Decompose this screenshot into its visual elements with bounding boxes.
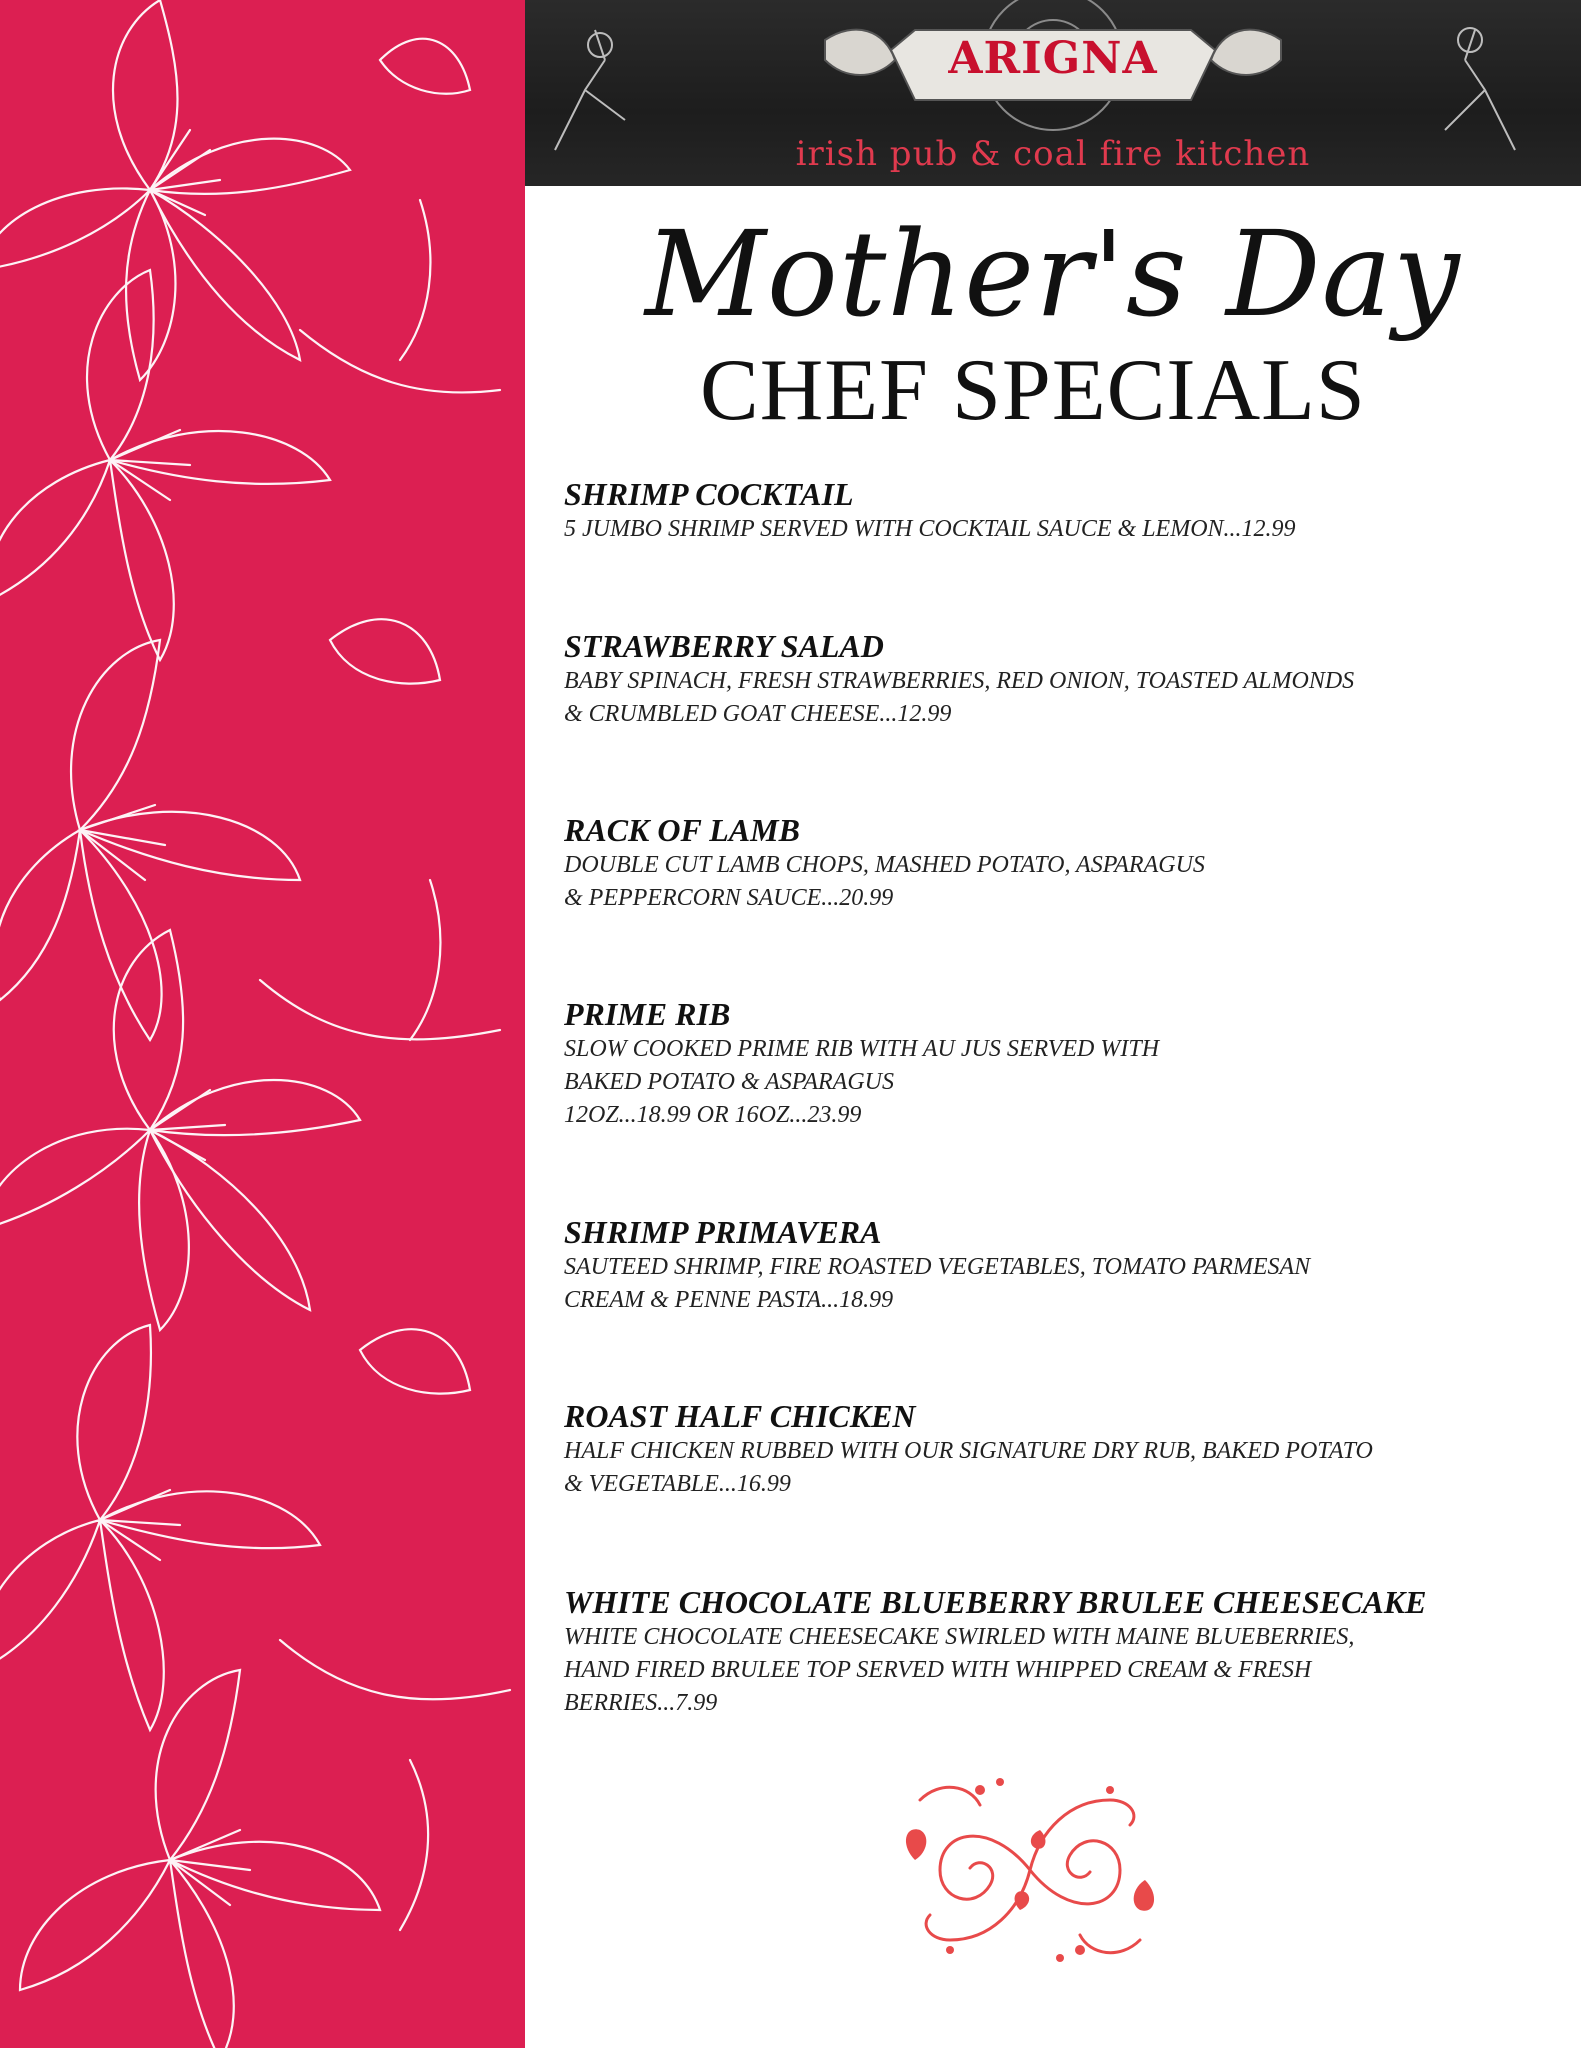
menu-item (564, 1213, 1554, 1317)
menu-item-name: SHRIMP COCKTAIL (564, 476, 854, 512)
title-mothers-day: Mother's Day (645, 205, 1461, 343)
menu-item-desc: HALF CHICKEN RUBBED WITH OUR SIGNATURE DRY RUB, BAKED POTATO (564, 1438, 1373, 1464)
menu-item-name: RACK OF LAMB (564, 812, 800, 848)
menu-item-desc: & VEGETABLE...16.99 (564, 1471, 791, 1497)
menu-item (564, 811, 1554, 915)
menu-item (564, 995, 1554, 1132)
menu-item-name: WHITE CHOCOLATE BLUEBERRY BRULEE CHEESECAKE (564, 1584, 1427, 1620)
menu-item-desc: 12OZ...18.99 OR 16OZ...23.99 (564, 1102, 862, 1128)
menu-item-desc: BABY SPINACH, FRESH STRAWBERRIES, RED ONION, TOASTED ALMONDS (564, 668, 1355, 694)
menu-item (564, 475, 1554, 546)
lily-flowers-illustration (0, 0, 525, 2048)
menu-item-name: SHRIMP PRIMAVERA (564, 1214, 882, 1250)
menu-item-desc: WHITE CHOCOLATE CHEESECAKE SWIRLED WITH MAINE BLUEBERRIES, (564, 1624, 1355, 1650)
header-banner (525, 0, 1581, 186)
menu-item-desc: BERRIES...7.99 (564, 1690, 718, 1716)
menu-item-name: STRAWBERRY SALAD (564, 628, 884, 664)
logo-name: ARIGNA (948, 33, 1158, 84)
menu-item-desc: SAUTEED SHRIMP, FIRE ROASTED VEGETABLES, TOMATO PARMESAN (564, 1254, 1311, 1280)
menu-item-desc: BAKED POTATO & ASPARAGUS (564, 1069, 894, 1095)
floral-side-panel (0, 0, 525, 2048)
menu-item (564, 627, 1554, 731)
logo-tagline: irish pub & coal fire kitchen (795, 134, 1311, 174)
menu-item (564, 1397, 1554, 1501)
menu-item-desc: SLOW COOKED PRIME RIB WITH AU JUS SERVED WITH (564, 1036, 1160, 1062)
menu-item-desc: HAND FIRED BRULEE TOP SERVED WITH WHIPPED CREAM & FRESH (564, 1657, 1312, 1683)
menu-item-name: PRIME RIB (564, 996, 731, 1032)
title-chef-specials: CHEF SPECIALS (700, 342, 1366, 439)
menu-item-desc: DOUBLE CUT LAMB CHOPS, MASHED POTATO, ASPARAGUS (564, 852, 1205, 878)
menu-item-desc: 5 JUMBO SHRIMP SERVED WITH COCKTAIL SAUCE & LEMON...12.99 (564, 516, 1296, 542)
menu-item-desc: & PEPPERCORN SAUCE...20.99 (564, 885, 894, 911)
menu-item (564, 1583, 1554, 1720)
menu-item-desc: & CRUMBLED GOAT CHEESE...12.99 (564, 701, 952, 727)
menu-item-name: ROAST HALF CHICKEN (564, 1398, 916, 1434)
swirl-flourish-icon (880, 1760, 1180, 1980)
menu-item-desc: CREAM & PENNE PASTA...18.99 (564, 1287, 894, 1313)
